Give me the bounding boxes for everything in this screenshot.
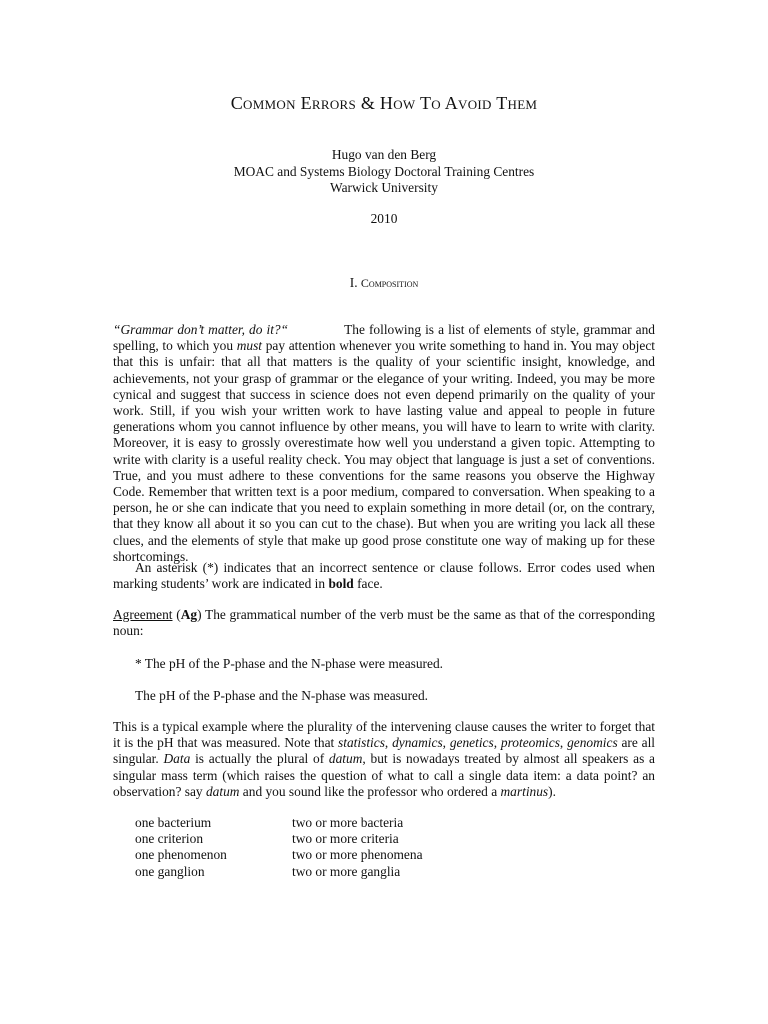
example-incorrect: * The pH of the P-phase and the N-phase were measured. xyxy=(135,656,444,671)
bold-word: bold xyxy=(328,576,354,592)
intro-emphasis-must: must xyxy=(236,338,263,354)
asterisk-note-text-1: An asterisk (*) indicates that an incorrect sentence or clause follows. Error codes used when marking students’ work are indicated in xyxy=(113,560,655,592)
section-heading xyxy=(0,275,768,291)
agreement-code-close: ) xyxy=(197,607,206,622)
explanation-text-5: and you sound like the professor who ordered a xyxy=(239,783,501,799)
term-datum-2: datum xyxy=(205,783,240,799)
plural-row xyxy=(135,815,535,831)
plural-row xyxy=(135,864,535,880)
term-datum: datum xyxy=(328,751,363,767)
agreement-paragraph xyxy=(113,607,655,639)
author-block xyxy=(0,147,768,197)
agreement-term: Agreement xyxy=(113,607,173,622)
explanation-text-1: This is a typical example where the plurality of the intervening clause causes the writer to forget that it is the pH that was measured. Note that xyxy=(113,719,655,751)
term-statistics: statistics xyxy=(338,735,385,751)
plural-row xyxy=(135,831,535,847)
epigraph-quote: “Grammar don’t matter, do it?“ xyxy=(113,322,289,337)
affiliation-line-1: MOAC and Systems Biology Doctoral Training Centres xyxy=(233,163,535,179)
singular-form: one bacterium xyxy=(135,815,212,830)
plural-form: two or more bacteria xyxy=(292,815,404,830)
term-genomics: genomics xyxy=(567,735,618,751)
agreement-text: The grammatical number of the verb must be the same as that of the corresponding noun: xyxy=(113,607,655,639)
explanation-text-4: , but is nowadays treated by almost all speakers as a singular mass term (which raises the question of what to call a single data item: a data point? an observation? say xyxy=(113,751,655,799)
singular-form: one ganglion xyxy=(135,863,205,879)
plural-form: two or more ganglia xyxy=(292,863,401,879)
agreement-code-open: ( xyxy=(172,607,181,622)
singular-form: one criterion xyxy=(135,831,204,847)
intro-text-2: pay attention whenever you write something to hand in. You may object that this is unfair: that all that matters is the quality of your scientific insight, knowledge, and achievements, not your grasp of grammar or the elegance of your writing. Indeed, you may be more cynical and suggest that success in science does not even depend primarily on the quality of your work. Still, if you wish your written work to have lasting value and appeal to people in future generations whom you cannot influence by other means, you will have to learn to write with clarity. Moreover, it is easy to grossly overestimate how well you understand a given topic. Attempting to write with clarity is a useful reality check. You may object that language is just a set of conventions. True, and you must adhere to these conventions for the same reasons you observe the Highway Code. Remember that written text is a poor medium, compared to conversation. When speaking to a person, he or she can indicate that you need to explain something in more detail (or, on the contrary, that they know all about it so you can cut to the chase). But when you are writing you lack all these clues, and the elements of style that make up good prose constitute one way of making up for these shortcomings. xyxy=(113,338,655,564)
singular-form: one phenomenon xyxy=(135,847,227,863)
term-dynamics: dynamics xyxy=(392,735,443,751)
comma: , xyxy=(384,735,393,751)
section-title: Composition xyxy=(360,276,419,290)
explanation-text-6: ). xyxy=(548,783,556,799)
plural-row xyxy=(135,847,535,863)
explanation-paragraph xyxy=(113,719,655,800)
term-proteomics: proteomics xyxy=(500,735,560,751)
intro-text-1: The following is a list of elements of style, grammar and spelling, to which you xyxy=(113,322,655,354)
publication-year: 2010 xyxy=(370,211,398,226)
term-data: Data xyxy=(163,751,191,767)
comma: , xyxy=(559,735,568,751)
comma: , xyxy=(493,735,501,751)
explanation-text-3: is actually the plural of xyxy=(190,751,329,767)
author-name: Hugo van den Berg xyxy=(331,147,437,162)
plural-form: two or more phenomena xyxy=(292,847,423,863)
agreement-error-code: Ag xyxy=(180,607,198,622)
section-number: I. xyxy=(349,275,358,290)
affiliation-line-2: Warwick University xyxy=(330,180,438,195)
plural-form: two or more criteria xyxy=(292,831,399,847)
example-correct: The pH of the P-phase and the N-phase was measured. xyxy=(135,688,429,703)
comma: , xyxy=(442,735,450,751)
explanation-text-2: are all singular. xyxy=(113,735,656,767)
term-genetics: genetics xyxy=(449,735,494,751)
intro-paragraph xyxy=(113,322,655,565)
page-title: Common Errors & How To Avoid Them xyxy=(230,93,538,113)
asterisk-note-paragraph xyxy=(113,560,655,592)
plurals-table xyxy=(135,815,535,880)
term-martinus: martinus xyxy=(500,783,549,799)
asterisk-note-text-2: face. xyxy=(353,576,383,592)
